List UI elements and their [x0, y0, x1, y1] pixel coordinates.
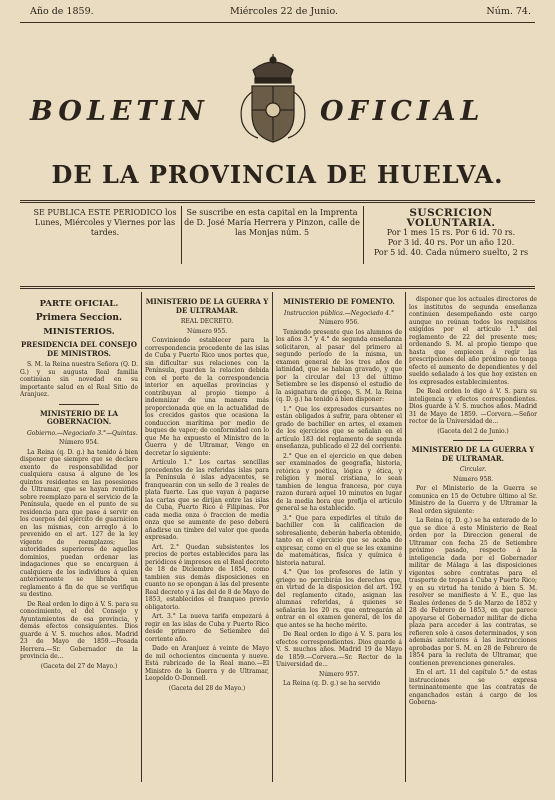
column-1	[20, 296, 138, 782]
article-paragraph: Teniendo presente que los alumnos de los años 3.° y 4.° de segunda enseñanza solicitaron, al pasar del primero al segundo período de la misma, un examen general de los tres años de latinidad, que se habian gravado, y que por la circular del 13 del último Setiembre se les dispensó el estudio de la asignatura de griego, S. M. la Reina (q. D. g.) ha tenido á bien disponer:	[276, 328, 402, 403]
article-paragraph: disponer que los actuales directores de los institutos de segunda enseñanza continúen desempeñando este cargo aunque no reúnan todos los requisitos exigidos por el artículo 1.° del reglamento de 22 del presente mes; ordenando S. M. al propio tiempo que hasta que empiecen á regir las prescripciones del año próximo no tenga efecto el aumento de dependientes y del sueldo señalado á los que hoy existen en los expresados establecimientos.	[409, 296, 537, 386]
article-number: Número 957.	[318, 670, 360, 678]
department-line: Instruccion pública.—Negociado 4.°	[284, 309, 394, 317]
gazette-reference: (Gaceta del 2 de Junio.)	[437, 427, 509, 435]
article-paragraph: Por el Ministerio de la Guerra se comunica en 15 de Octubre último al Sr. Ministro de la Guerra y de Ultramar la Real orden siguiente:	[409, 485, 537, 515]
article-paragraph: Art. 2.° Quedan subsistentes los precios de portes establecidos para las periódicos é impresos en el Real decreto de 18 de Diciembre de 1854, como tambien sus demás disposiciones en cuanto no se opongan á las del presente Real decreto y á las del de 8 de Mayo de 1853, establecidos el franqueo previo obligatorio.	[145, 543, 269, 611]
divider	[453, 440, 493, 441]
divider	[181, 206, 182, 264]
divider	[20, 22, 535, 23]
article-paragraph: De Real orden lo digo á V. S. para los efectos correspondientes. Dios guarde á V. S. muchos años. Madrid 19 de Mayo de 1859.—Corvera.—Sr. Rector de la Universidad de...	[276, 631, 402, 668]
article-paragraph: Conviniendo establecer para la correspondencia procedente de las islas de Cuba y Puerto Rico unos portes que, sin dificultar sus relaciones con la Península, guarden la relacion debida con el porte de la correspondencia interior en aquellas provincias y contribuyan al propio tiempo á indemnizar de una manera más proporcionada que en la actualidad de los crecidos gastos que ocasiona la conduccion marítima por medio de buques de vapor; de conformidad con lo que Me ha expuesto el Ministro de la Guerra y de Ultramar, Vengo en decretar lo siguiente:	[145, 337, 269, 457]
article-paragraph: 4.° Que los profesores de latin y griego no percibirán los derechos que, en virtud de la disposicion del art. 192 del reglamento citado, asignan las alumnas referidas, á quienes se señalarán los 20 rs. que entregarán al entrar en el examen general, de los de que antes se ha hecho mérito.	[276, 569, 402, 629]
column-3	[276, 296, 402, 782]
ministry-heading: MINISTERIO DE LA GOBERNACION.	[39, 408, 119, 426]
article-paragraph: De Real orden lo digo á V. S. para su conocimiento, el del Consejo y Ayuntamientos de esa provincia, y demás efectos consiguientes. Dios guarde á V. S. muchos años. Madrid 23 de Mayo de 1859.—Posada Herrera.—Sr. Gobernador de la provincia de...	[20, 600, 138, 660]
price-line: Por 3 id. 40 rs. Por un año 120.	[387, 238, 515, 247]
article-paragraph: Dado en Aranjuez á veinte de Mayo de mil ochocientos cincuenta y nueve. Está rubricado de la Real mano.—El Ministro de la Guerra y de Ultramar, Leopoldo O-Donnell.	[145, 645, 269, 682]
column-2	[145, 296, 269, 782]
article-number: Número 956.	[318, 319, 360, 326]
column-4	[409, 296, 537, 782]
gazette-reference: (Gaceta del 28 de Mayo.)	[168, 684, 246, 692]
divider	[363, 206, 364, 264]
newspaper-subtitle: DE LA PROVINCIA DE HUELVA.	[51, 160, 504, 189]
gazette-reference: (Gaceta del 27 de Mayo.)	[40, 662, 118, 670]
issue-number: Núm. 74.	[486, 6, 531, 17]
section-heading: Primera Seccion.	[35, 313, 123, 323]
section-heading: PARTE OFICIAL.	[39, 299, 119, 309]
article-paragraph: La Reina (q. D. g.) ha tenido á bien disponer que siempre que se declare exento de responsabilidad por cualquiera causa á alguno de los quintos residentes en las posesiones de Ultramar, que se hayan remitido sobre reemplazo para el servicio de la Península, quede en el punto de su residencia para que pase á servir en los cuerpos del ejército de guarnicion en las mismas, con arreglo á lo prevenido en el art. 127 de la ley vigente de reemplazos; las autoridades superiores de aquellos dominios, puedan ordenar las indagaciones que se encarguen á cualquiera de los individuos á quien anteriormente se libraba un reglamento á fin de que se verifique su destino.	[20, 448, 138, 598]
publication-info: SE PUBLICA ESTE PERIODICO los Lunes, Miércoles y Viernes por las tardes.	[33, 208, 177, 237]
ministry-heading: MINISTERIO DE LA GUERRA Y DE ULTRAMAR.	[411, 445, 535, 463]
article-number: Número 955.	[186, 327, 228, 335]
article-number: Número 954.	[58, 439, 100, 446]
newspaper-title	[20, 96, 535, 136]
price-line: Por 5 id. 40. Cada número suelto, 2 rs	[373, 248, 529, 257]
article-paragraph: De Real orden lo digo á V. S. para su inteligencia y efectos correspondientes. Dios guarde á V. S. muchos años. Madrid 31 de Mayo de 1859. —Corvera.—Señor rector de la Universidad de...	[409, 388, 537, 425]
divider	[20, 286, 535, 289]
department-line: Gobierno.—Negociado 3.°—Quintas.	[27, 429, 138, 437]
column-divider	[405, 292, 406, 782]
circular-heading: Circular.	[459, 466, 487, 473]
section-heading: MINISTERIOS.	[43, 327, 115, 337]
subscription-title: SUSCRICION VOLUNTARIA.	[406, 207, 496, 229]
ministry-heading: PRESIDENCIA DEL CONSEJO DE MINISTROS.	[21, 340, 137, 358]
article-paragraph: S. M. la Reina nuestra Señora (Q. D. G.) y su augusta Real familia continúan sin novedad en su importante salud en el Real Sitio de Aranjuez.	[20, 361, 138, 398]
article-number: Número 958.	[452, 475, 494, 483]
ministry-heading: MINISTERIO DE FOMENTO.	[283, 297, 395, 306]
year: Año de 1859.	[30, 6, 94, 17]
title-right: OFICIAL	[320, 96, 485, 127]
title-left: BOLETIN	[30, 96, 209, 127]
ministry-heading: MINISTERIO DE LA GUERRA Y DE ULTRAMAR.	[145, 297, 269, 315]
article-paragraph: La Reina (q. D. g.) se ha enterado de lo que se dice á este Ministerio de Real orden por la Direccion general de Ultramar con fecha 25 de Setiembre próximo pasado, respecto á la inteligencia dada por el Gobernador militar de Málaga á las disposiciones vigentes sobre contratas para el trasporte de tropas á Cuba y Puerto Rico; y en su virtud ha tenido á bien S. M. resolver se manifieste á V. E., que las Reales órdenes de 5 de Marzo de 1852 y 28 de Febrero de 1853, en que parece apoyarse el Gobernador militar de dicha plaza para acceder á las contratas, se refieren solo á casos determinados, y son además anteriores á las instrucciones aprobadas por S. M. en 28 de Febrero de 1854 para la recluta de Ultramar, que contienen prevenciones generales.	[409, 517, 537, 667]
issue-date: Miércoles 22 de Junio.	[230, 6, 339, 17]
article-paragraph: En el art. 11 del capítulo 5.° de estas instrucciones se expresa terminantemente que las contratas de enganchados están á cargo de los Goberna-	[409, 669, 537, 706]
top-line	[20, 6, 535, 20]
divider	[59, 404, 99, 405]
subscription-place: Se suscribe en esta capital en la Imprenta de D. José María Herrera y Pinzon, calle de las Monjas núm. 5	[184, 208, 360, 237]
price-line: Por 1 mes 15 rs. Por 6 id. 70 rs.	[386, 228, 516, 237]
column-divider	[141, 292, 142, 782]
divider	[20, 200, 535, 203]
article-paragraph: 2.° Que en el ejercicio en que deben ser examinados de geografía, historia, retórica y poética, lógica y ética, y religion y moral cristiana, lo sean tambien de lengua francesa, por cuya razon durará aquel 10 minutos en lugar de la media hora que prefija el artículo general se ha establecido.	[276, 452, 402, 512]
article-paragraph: Artículo 1.° Los cartas sencillas procedentes de las referidas islas para la Península é islas adyacentes, se franquearán con un sello de 3 reales de plata fuerte. Las que vayan á pagarse las cartas que se dirijan entre las islas de Cuba, Puerto Rico é Filipinas. Por cada media onza ó fraccion de media onza que se aumente de peso deberá añadirse un timbre del valor que queda expresado.	[145, 459, 269, 541]
column-divider	[272, 292, 273, 782]
article-paragraph: Art. 3.° La nueva tarifa empezará á regir en las islas de Cuba y Puerto Rico desde primero de Setiembre del corriente año.	[145, 613, 269, 643]
article-paragraph: 1.° Que los expresados cursantes no están obligados á sufrir, para obtener el grado de bachiller en artes, el examen de los ejercicios que se señalan en el artículo 183 del reglamento de segunda enseñanza, publicado el 22 del corriente.	[276, 405, 402, 450]
article-paragraph: 3.° Que para expedirles el título de bachiller con la calificacion de sobresaliente, deberán haberla obtenido, tanto en el ejercicio que se acaba de expresar, como en el que se les examine de matemáticas, física y química é historia natural.	[276, 514, 402, 567]
subscription-prices	[366, 208, 536, 276]
decree-heading: REAL DECRETO.	[180, 318, 234, 325]
article-paragraph: La Reina (q. D. g.) se ha servido	[283, 680, 381, 687]
